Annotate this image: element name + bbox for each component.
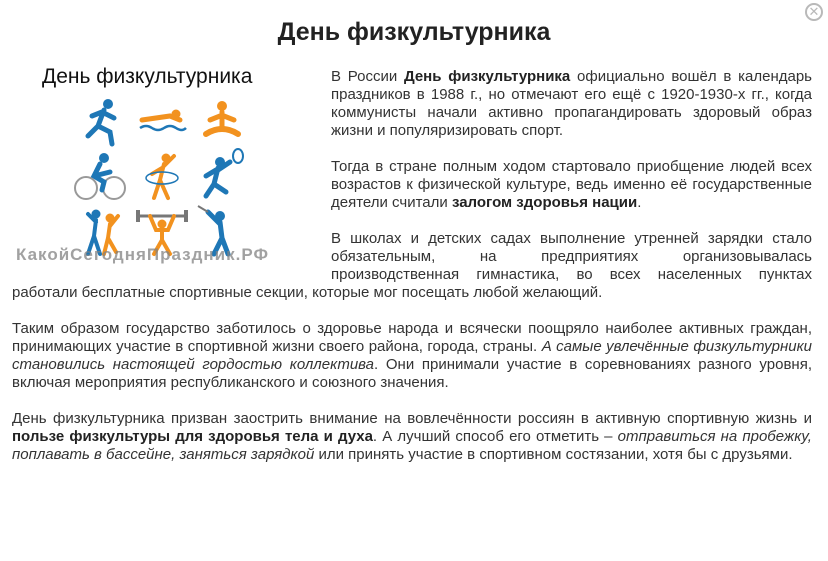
paragraph-5: День физкультурника призван заострить внимание на вовлечённости россиян в активную спортивную жизнь и пользе физкультуры для здоровья тела и духа. А лучший способ его отметить – отправиться на пробежку, поплавать в бассейне, заняться зарядкой или принять участие в спортивном состязании, хотя бы с друзьями. [12, 410, 812, 463]
paragraph-2: Тогда в стране полным ходом стартовало приобщение людей всех возрастов к физической культуре, ведь именно её государственные деятели считали залогом здоровья нации. [331, 158, 812, 211]
tennis-icon [206, 149, 243, 196]
paragraph-3: В школах и детских садах выполнение утренней зарядки стало обязательным, на предприятиях организовывалась производственная гимнастика, во всех населенных пунктах работали бесплатные спортивные секции, которые мог посещать любой желающий. [12, 230, 812, 301]
close-icon[interactable]: ✕ [805, 3, 823, 21]
swimmer-icon [140, 110, 186, 131]
paragraph-1: В России День физкультурника официально вошёл в календарь праздников в 1988 г., но отмечают его ещё с 1920-1930-х гг., когда коммунисты начали активно пропагандировать здоровый образ жизни и популяризировать спорт. [331, 68, 812, 139]
sport-icons-grid [72, 94, 252, 264]
cyclist-icon [75, 153, 125, 199]
article-content [12, 65, 812, 482]
paragraph-4: Таким образом государство заботилось о здоровье народа и всячески поощряло наиболее активных граждан, принимающих участие в спортивной жизни своего района, города, страны. А самые увлечённые физкультурники становились настоящей гордостью коллектива. Они принимали участие в соревнованиях разного уровня, включая мероприятия республиканского и союзного значения. [12, 320, 812, 391]
gymnast-icon [146, 154, 178, 199]
yoga-icon [206, 101, 238, 134]
watermark: КакойСегодняПраздник.РФ [16, 245, 269, 264]
runner-icon [88, 99, 114, 144]
page-title: День физкультурника [277, 18, 551, 46]
article-image [12, 65, 317, 280]
image-title: День физкультурника [42, 65, 253, 88]
